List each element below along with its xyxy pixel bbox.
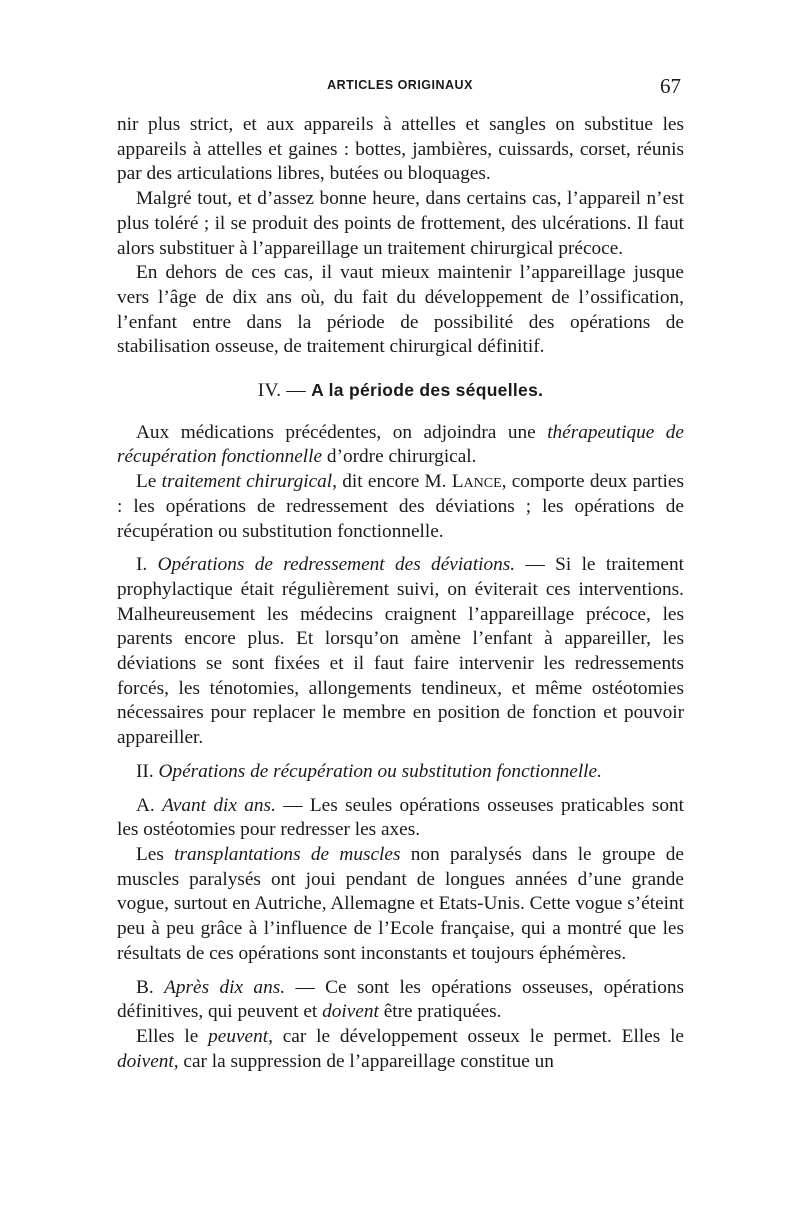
p9-text-a: Les xyxy=(136,843,164,865)
paragraph-redressement xyxy=(117,553,684,751)
p4-italic: thérapeutique de récupération fonctionnelle xyxy=(117,421,684,468)
paragraph-avant-dix-ans xyxy=(117,794,684,843)
p9-italic: transplantations de muscles xyxy=(174,843,401,865)
paragraph-recuperation-heading xyxy=(117,760,684,785)
paragraph-maintenir-appareillage: En dehors de ces cas, il vaut mieux maintenir l’appareillage jusque vers l’âge de dix ans où, du fait du développement de l’ossification, l’enfant entre dans la période de possibilité des opérations de stabilisation osseuse, de traitement chirurgical définitif. xyxy=(117,262,684,358)
p11-italic-2: doivent, xyxy=(117,1050,179,1072)
p6-number: I. xyxy=(136,554,148,576)
paragraph-medications xyxy=(117,421,684,470)
paragraph-elles-le-peuvent xyxy=(117,1025,684,1074)
p4-text-a: Aux médications précédentes, on adjoindra une xyxy=(136,421,536,443)
p11-text-a: Elles le xyxy=(136,1025,199,1047)
paragraph-continuation: nir plus strict, et aux appareils à attelles et sangles on substitue les appareils à attelles et gaines : bottes, jambières, cuissards, corset, réunis par des articulations libres, butées ou bloquages. xyxy=(117,114,684,185)
section-heading xyxy=(117,378,684,404)
p5-italic: traitement chirurgical, xyxy=(161,471,337,493)
p7-italic: Opérations de récupération ou substitution fonctionnelle. xyxy=(158,760,602,782)
page-number: 67 xyxy=(660,74,681,98)
p5-text-b: dit encore M. xyxy=(342,471,447,493)
paragraph-traitement-chirurgical xyxy=(117,470,684,544)
p10-italic: Après dix ans. xyxy=(164,976,286,998)
p10-number: B. xyxy=(136,976,154,998)
running-header xyxy=(0,74,800,98)
p5-text-a: Le xyxy=(136,471,157,493)
p8-text: — Les seules opérations osseuses praticables sont les ostéotomies pour redresser les axes. xyxy=(117,794,684,841)
section-number: IV. — xyxy=(257,380,307,402)
p10-text-b: — Ce sont les opérations osseuses, opérations définitives, qui peuvent et xyxy=(117,976,684,1023)
p10-text-c: être pratiquées. xyxy=(383,1001,502,1023)
running-title: ARTICLES ORIGINAUX xyxy=(327,78,473,92)
paragraph-transplantations xyxy=(117,843,684,967)
p10-italic-2: doivent xyxy=(322,1001,379,1023)
p11-text-c: car la suppression de l’appareillage constitue un xyxy=(183,1050,554,1072)
paragraph-apres-dix-ans xyxy=(117,976,684,1025)
p7-number: II. xyxy=(136,760,154,782)
section-title: A la période des séquelles. xyxy=(311,380,544,401)
p6-italic: Opérations de redressement des déviations. xyxy=(157,554,516,576)
p8-italic: Avant dix ans. xyxy=(162,794,276,816)
p6-text: — Si le traitement prophylactique était régulièrement suivi, on éviterait ces interventions. Malheureusement les médecins craignent l’appareillage précoce, les parents encore plus. Et lorsqu’on amène l’enfant à appareiller, les déviations se sont fixées et il faut faire intervenir les redressements forcés, les ténotomies, allongements tendineux, et même ostéotomies nécessaires pour replacer le membre en position de fonction et pouvoir appareiller. xyxy=(117,554,684,749)
p11-text-b: car le développement osseux le permet. Elles le xyxy=(282,1025,684,1047)
p8-number: A. xyxy=(136,794,155,816)
p9-text-b: non paralysés dans le groupe de muscles paralysés ont joui pendant de longues années d’une grande vogue, surtout en Autriche, Allemagne et Etats-Unis. Cette vogue s’éteint peu à peu grâce à l’influence de l’Ecole française, qui a montré que les résultats de ces opérations sont inconstants et toujours éphémères. xyxy=(117,843,684,964)
author-name: Lance, xyxy=(451,471,507,493)
body-text xyxy=(117,113,684,1074)
p4-text-b: d’ordre chirurgical. xyxy=(326,446,477,468)
p5-text-c: comporte deux parties : les opérations de redressement des déviations ; les opérations de récupération ou substitution fonctionnelle. xyxy=(117,471,684,542)
paragraph-appareil-tolerance: Malgré tout, et d’assez bonne heure, dans certains cas, l’appareil n’est plus toléré ; il se produit des points de frottement, des ulcérations. Il faut alors substituer à l’appareillage un traitement chirurgical précoce. xyxy=(117,188,684,259)
p11-italic: peuvent, xyxy=(208,1025,273,1047)
